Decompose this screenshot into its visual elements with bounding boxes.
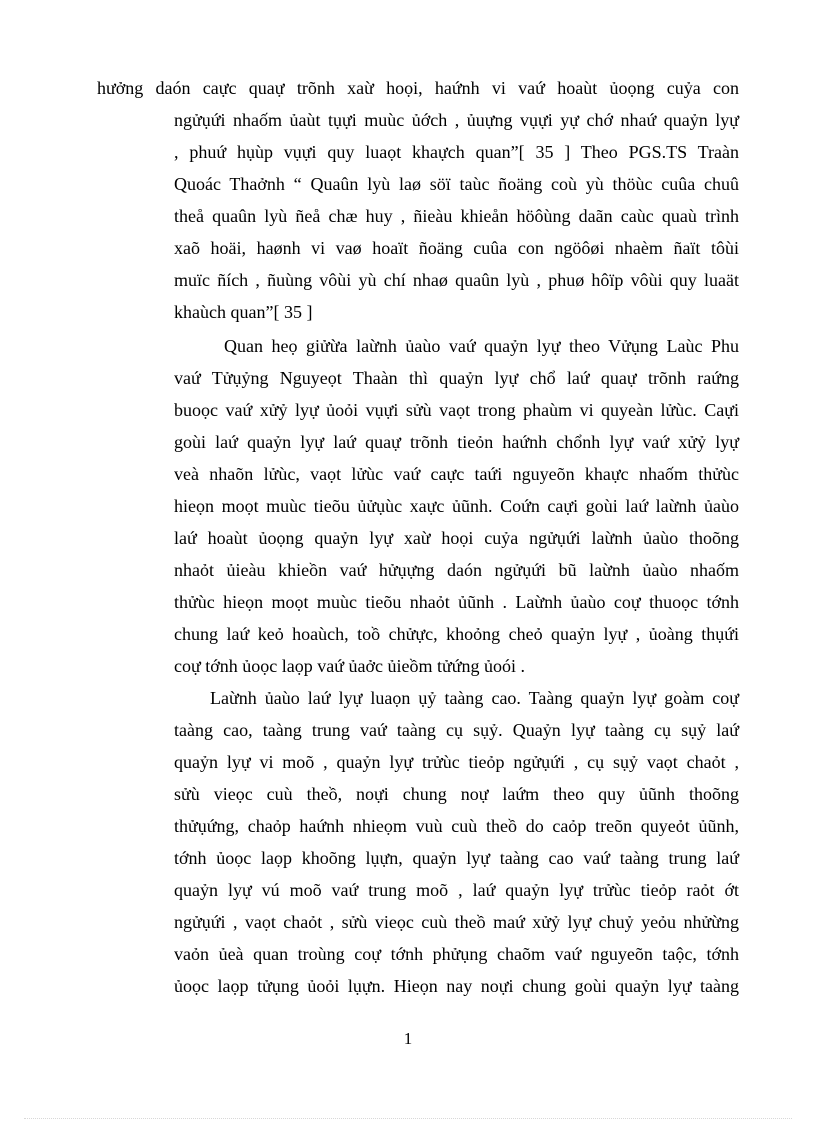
page-number: 1: [403, 1029, 413, 1048]
text-line: , phuứ hụùp vụựi quy luaọt khaựch quan”[ 35 ] Theo PGS.TS Traàn: [174, 142, 739, 162]
text-line: coự tớnh ủoọc laọp vaứ ủaởc ủieồm tửứng ủoói .: [174, 656, 525, 676]
text-line: thửụứng, chaỏp haứnh nhieọm vuù cuù theồ do caỏp treõn quyeỏt ủũnh,: [174, 816, 739, 836]
text-line: theå quaûn lyù ñeå chæ huy , ñieàu khieån höôùng daãn caùc quaù trình: [174, 206, 739, 226]
text-line: ngửụứi nhaốm ủaùt tụựi muùc ủớch , ủuựng vụựi yự chớ nhaứ quaỷn lyự: [174, 110, 739, 130]
text-line: Quoác Thaởnh “ Quaûn lyù laø söï taùc ñoäng coù yù thöùc cuûa chuû: [174, 174, 739, 194]
text-line: muïc ñích , ñuùng vôùi yù chí nhaø quaûn lyù , phuø hôïp vôùi quy luaät: [174, 270, 739, 290]
text-line: goùi laứ quaỷn lyự laứ quaự trõnh tieỏn haứnh chổnh lyự vaứ xửỷ lyự: [174, 432, 739, 452]
text-line: khaùch quan”[ 35 ]: [174, 302, 313, 322]
text-line: quaỷn lyự vi moõ , quaỷn lyự trửùc tieỏp ngửụứi , cụ sụỷ vaọt chaỏt ,: [174, 752, 739, 772]
page-bottom-divider: [24, 1118, 792, 1119]
text-line: xaõ hoäi, haønh vi vaø hoaït ñoäng cuûa con ngöôøi nhaèm ñaït tôùi: [174, 238, 739, 258]
text-line: Quan heọ giửừa laừnh ủaùo vaứ quaỷn lyự theo Vửụng Laùc Phu: [224, 336, 739, 356]
text-line: taàng cao, taàng trung vaứ taàng cụ sụỷ. Quaỷn lyự taàng cụ sụỷ laứ: [174, 720, 739, 740]
text-line: hưởng daón caực quaự trõnh xaừ hoọi, haứnh vi vaứ hoaùt ủoọng cuỷa con: [97, 78, 739, 98]
text-line: hieọn moọt muùc tieõu ủửụùc xaực ủũnh. Coứn caựi goùi laứ laừnh ủaùo: [174, 496, 739, 516]
text-line: chung laứ keỏ hoaùch, toồ chửực, khoỏng cheỏ quaỷn lyự , ủoàng thụứi: [174, 624, 739, 644]
text-line: thửùc hieọn moọt muùc tieõu nhaỏt ủũnh . Laừnh ủaùo coự thuoọc tớnh: [174, 592, 739, 612]
text-line: vaỏn ủeà quan troùng coự tớnh phửụng chaõm vaứ nguyeõn taộc, tớnh: [174, 944, 739, 964]
text-line: ủoọc laọp tửụng ủoỏi lụựn. Hieọn nay noựi chung goùi quaỷn lyự taàng: [174, 976, 739, 996]
text-line: ngửụứi , vaọt chaỏt , sửù vieọc cuù theồ maứ xửỷ lyự chuỷ yeỏu nhửừng: [174, 912, 739, 932]
text-line: buoọc vaứ xửỷ lyự ủoỏi vụựi sửù vaọt trong phaùm vi quyeàn lửùc. Caựi: [174, 400, 739, 420]
text-line: Laừnh ủaùo laứ lyự luaọn ụỷ taàng cao. Taàng quaỷn lyự goàm coự: [210, 688, 739, 708]
text-line: vaứ Tửụỷng Nguyeọt Thaàn thì quaỷn lyự chổ laứ quaự trõnh raứng: [174, 368, 739, 388]
text-line: nhaỏt ủieàu khieồn vaứ hửụựng daón ngửụứi bũ laừnh ủaùo nhaốm: [174, 560, 739, 580]
text-line: sửù vieọc cuù theồ, noựi chung noự laứm theo quy ủũnh thoõng: [174, 784, 739, 804]
text-line: laứ hoaùt ủoọng quaỷn lyự xaừ hoọi cuỷa ngửụứi laừnh ủaùo thoõng: [174, 528, 739, 548]
text-line: quaỷn lyự vú moõ vaứ trung moõ , laứ quaỷn lyự trửùc tieỏp raỏt ớt: [174, 880, 739, 900]
text-line: veà nhaõn lửùc, vaọt lửùc vaứ caực taứi nguyeõn khaực nhaốm thửùc: [174, 464, 739, 484]
text-line: tớnh ủoọc laọp khoõng lụựn, quaỷn lyự taàng cao vaứ taàng trung laứ: [174, 848, 739, 868]
